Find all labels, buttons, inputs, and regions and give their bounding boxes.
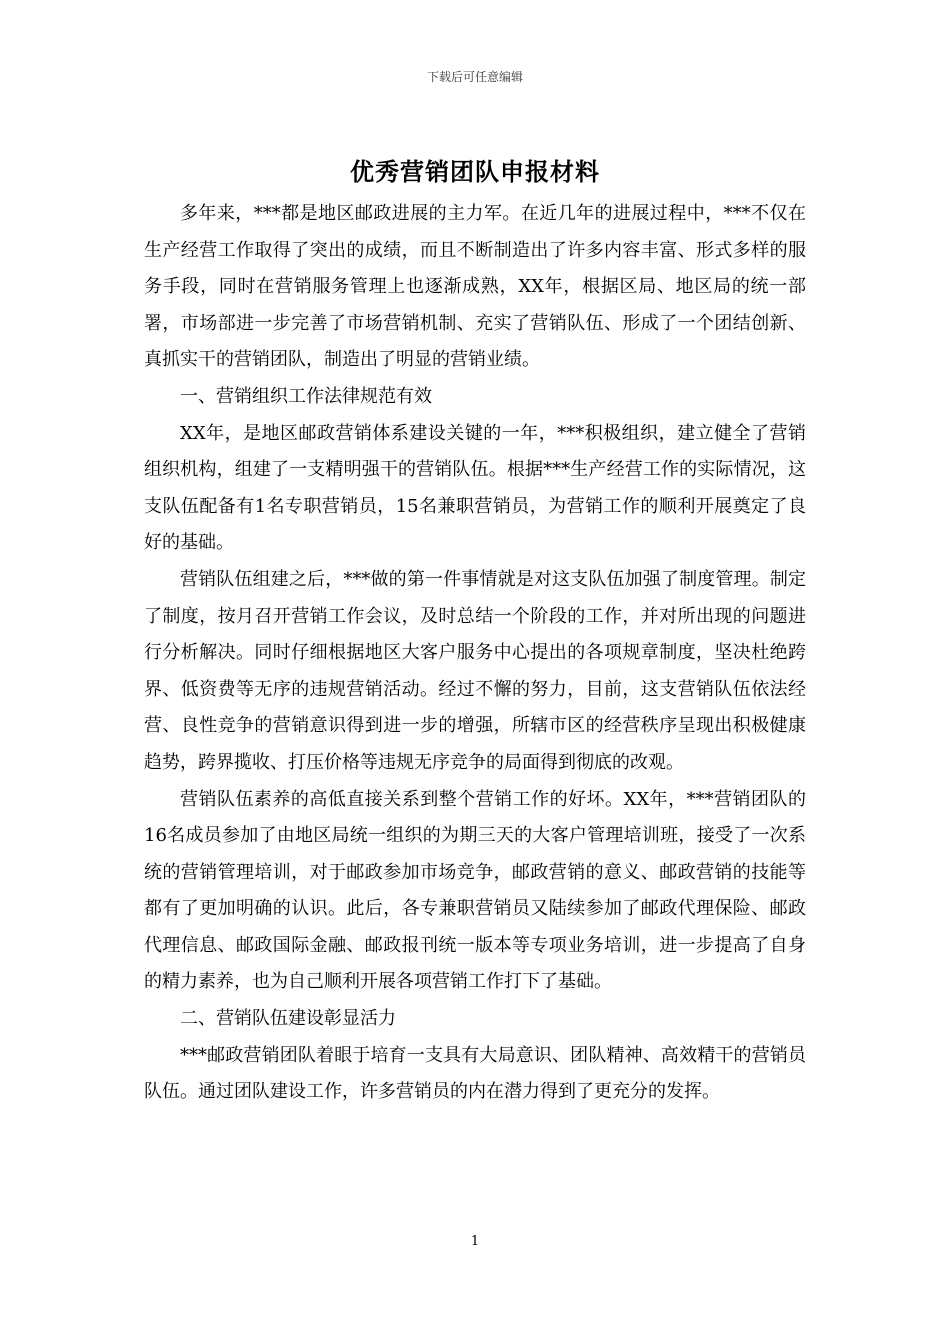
section-heading-2: 二、营销队伍建设彰显活力 — [180, 1008, 396, 1030]
paragraph-training: 营销队伍素养的高低直接关系到整个营销工作的好坏。XX年，***营销团队的16名成员参加了由地区局统一组织的为期三天的大客户管理培训班，接受了一次系统的营销管理培训，对于邮政参加市场竞争，邮政营销的意义、邮政营销的技能等都有了更加明确的认识。此后，各专兼职营销员又陆续参加了邮政代理保险、邮政代理信息、邮政国际金融、邮政报刊统一版本等专项业务培训，进一步提高了自身的精力素养，也为自己顺利开展各项营销工作打下了基础。 — [144, 788, 806, 993]
download-note: 下载后可任意编辑 — [426, 70, 523, 84]
paragraph-management: 营销队伍组建之后，***做的第一件事情就是对这支队伍加强了制度管理。制定了制度，按月召开营销工作会议，及时总结一个阶段的工作，并对所出现的问题进行分析解决。同时仔细根据地区大客户服务中心提出的各项规章制度，坚决杜绝跨界、低资费等无序的违规营销活动。经过不懈的努力，目前，这支营销队伍依法经营、良性竞争的营销意识得到进一步的增强，所辖市区的经营秩序呈现出积极健康趋势，跨界揽收、打压价格等违规无序竞争的局面得到彻底的改观。 — [144, 568, 806, 773]
page-number: 1 — [470, 1234, 480, 1249]
paragraph-team-building: ***邮政营销团队着眼于培育一支具有大局意识、团队精神、高效精干的营销员队伍。通过团队建设工作，许多营销员的内在潜力得到了更充分的发挥。 — [144, 1044, 806, 1103]
document-title: 优秀营销团队申报材料 — [350, 157, 600, 186]
section-heading-1: 一、营销组织工作法律规范有效 — [180, 385, 432, 407]
paragraph-intro: 多年来，***都是地区邮政进展的主力军。在近几年的进展过程中，***不仅在生产经营工作取得了突出的成绩，而且不断制造出了许多内容丰富、形式多样的服务手段，同时在营销服务管理上也逐渐成熟，XX年，根据区局、地区局的统一部署，市场部进一步完善了市场营销机制、充实了营销队伍、形成了一个团结创新、真抓实干的营销团队，制造出了明显的营销业绩。 — [144, 203, 806, 371]
document-body — [144, 196, 806, 1111]
paragraph-organization: XX年，是地区邮政营销体系建设关键的一年，***积极组织，建立健全了营销组织机构，组建了一支精明强干的营销队伍。根据***生产经营工作的实际情况，这支队伍配备有1名专职营销员，15名兼职营销员，为营销工作的顺利开展奠定了良好的基础。 — [144, 422, 806, 554]
